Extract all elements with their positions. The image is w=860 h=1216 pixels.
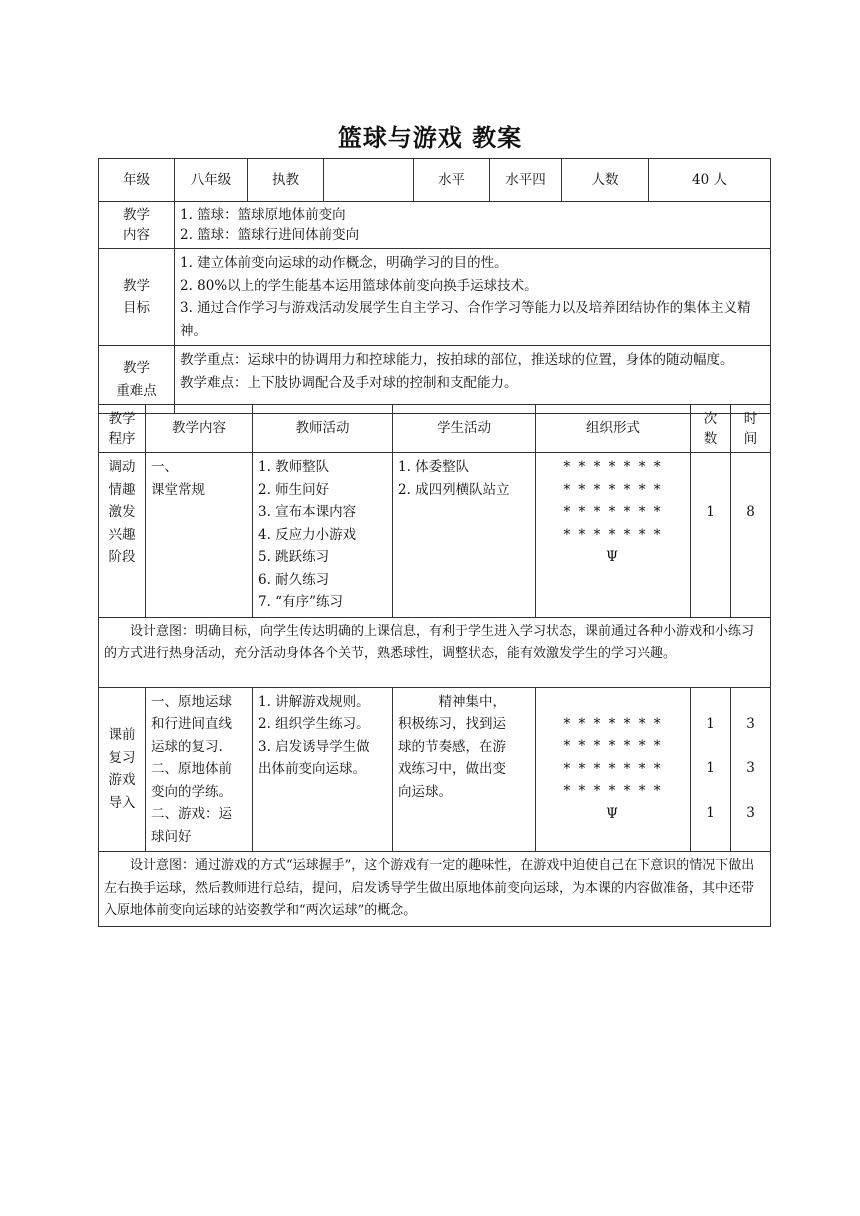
stage1-duration: 8 [731, 453, 771, 618]
col-organization: 组织形式 [536, 405, 691, 453]
col-times: 次 数 [691, 405, 731, 453]
content-item: 2. 篮球：篮球行进间体前变向 [180, 227, 360, 243]
goals-items [175, 249, 771, 346]
stage1-content: 一、 课堂常规 [146, 453, 253, 618]
goals-label: 教学 目标 [99, 249, 175, 346]
info-table [98, 158, 771, 414]
stage2-design-intent: 设计意图：通过游戏的方式“运球握手”，这个游戏有一定的趣味性，在游戏中迫使自己在下意识的情况下做出左右换手运球，然后教师进行总结，提问，启发诱导学生做出原地体前变向运球，为本课的内容做准备，其中还带入原地体前变向运球的站姿教学和“两次运球”的概念。 [99, 852, 771, 927]
stage1-teacher: 1. 教师整队 2. 师生问好 3. 宣布本课内容 4. 反应力小游戏 5. 跳跃练习 6. 耐久练习 7. “有序”练习 [253, 453, 393, 618]
count-label: 人数 [562, 159, 649, 202]
col-procedure: 教学 程序 [99, 405, 146, 453]
goal-item: 1. 建立体前变向运球的动作概念，明确学习的目的性。 [180, 255, 508, 271]
stage2-procedure: 课前 复习 游戏 导入 [99, 687, 146, 852]
col-content: 教学内容 [146, 405, 253, 453]
count-value: 40 人 [649, 159, 771, 202]
level-value: 水平四 [490, 159, 562, 202]
stage1-times: 1 [691, 453, 731, 618]
col-teacher: 教师活动 [253, 405, 393, 453]
stage2-content: 一、原地运球 和行进间直线 运球的复习. 二、原地体前 变向的学练。 二、游戏：运 球问好 [146, 687, 253, 852]
content-items [175, 202, 771, 249]
page-title: 篮球与游戏 教案 [337, 123, 523, 152]
level-label: 水平 [414, 159, 490, 202]
stage2-times: 1 1 1 [691, 687, 731, 852]
difficulty-text: 教学难点：上下肢协调配合及手对球的控制和支配能力。 [180, 374, 518, 391]
goal-item: 3. 通过合作学习与游戏活动发展学生自主学习、合作学习等能力以及培养团结协作的集体主义精神。 [180, 300, 751, 339]
keypoints-label: 教学 重难点 [99, 346, 175, 414]
stage1-formation: * * * * * * * * * * * * * * * * * * * * * * * * * * * * Ψ [536, 453, 691, 618]
teacher-value [324, 159, 414, 202]
col-duration: 时 间 [731, 405, 771, 453]
teacher-label: 执教 [248, 159, 324, 202]
stage2-duration: 3 3 3 [731, 687, 771, 852]
stage2-formation: * * * * * * * * * * * * * * * * * * * * * * * * * * * * Ψ [536, 687, 691, 852]
stage1-design-intent: 设计意图：明确目标，向学生传达明确的上课信息，有利于学生进入学习状态，课前通过各种小游戏和小练习的方式进行热身活动，充分活动身体各个关节，熟悉球性，调整状态，能有效激发学生的学习兴趣。 [99, 617, 771, 687]
content-item: 1. 篮球：篮球原地体前变向 [180, 207, 346, 223]
stage2-student: 精神集中， 积极练习，找到运 球的节奏感，在游 戏练习中，做出变 向运球。 [393, 687, 536, 852]
procedure-table [98, 404, 771, 927]
col-student: 学生活动 [393, 405, 536, 453]
stage2-teacher: 1. 讲解游戏规则。 2. 组织学生练习。 3. 启发诱导学生做 出体前变向运球。 [253, 687, 393, 852]
content-label: 教学 内容 [99, 202, 175, 249]
stage1-procedure: 调动 情趣 激发 兴趣 阶段 [99, 453, 146, 618]
focus-text: 教学重点：运球中的协调用力和控球能力，按拍球的部位，推送球的位置，身体的随动幅度。 [180, 352, 734, 368]
grade-label: 年级 [99, 159, 175, 202]
goal-item: 2. 80%以上的学生能基本运用篮球体前变向换手运球技术。 [180, 277, 538, 294]
stage1-student: 1. 体委整队 2. 成四列横队站立 [393, 453, 536, 618]
grade-value: 八年级 [175, 159, 248, 202]
